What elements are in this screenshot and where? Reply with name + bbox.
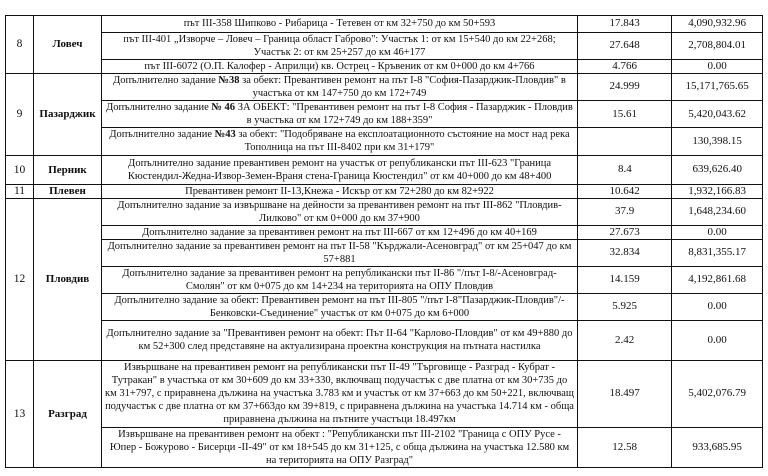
sub-table [102,16,762,73]
sub-row [102,427,762,467]
length-km: 32.834 [578,239,672,266]
amount: 1,648,234.60 [672,199,762,226]
sub-row [102,293,762,320]
amount: 4,090,932.96 [672,16,762,32]
length-km: 8.4 [578,156,672,184]
sub-row [102,266,762,293]
sub-row [102,128,762,155]
table-row [6,184,763,198]
description: път III-358 Шипково - Рибарица - Тетевен от км 32+750 до км 50+593 [102,16,577,32]
amount: 0.00 [672,320,762,360]
row-number: 13 [6,361,34,468]
description: Извършване на превантивен ремонт на обект : "Републикански път III-2102 "Граница с ОПУ Русе - Юпер - Божурово - Бисерци -II-49" от км 18+545 до км 31+125, с обща дължина на участъка 12.580 км на територията на ОПУ Разград" [102,427,578,467]
length-km: 4.766 [577,59,671,73]
description: Допълнително задание за обект: Превантивен ремонт на път III-805 "/път I-8"Пазарджик-Пловдив"/-Бенковски-Съединение" участък от км 0+075 до км 6+000 [102,293,578,320]
description: Извършване на превантивен ремонт на републикански път II-49 "Търговище - Разград - Кубрат - Тутракан" в участъка от км 30+609 до км 33+330, включващ подучастък с две платна от км 30+735 до км 31+797, с приравнена дължина на участъка 3.783 км и участък от км 37+663 до км 50+221, включващ подучастък с две платна от км 37+663до км 39+819, с приравнена дължина на участъка 14.714 км - обща приравнена дължина на пътните участъци 18.497км [102,361,578,427]
length-km: 27.673 [578,225,672,239]
amount: 5,402,076.79 [672,361,762,427]
description: Допълнително задание № 46 ЗА ОБЕКТ: "Превантивен ремонт на път I-8 София - Пазарджик - Пловдив в участъка от км 172+749 до км 188+359" [102,101,578,128]
table-row [6,198,763,361]
amount: 15,171,765.65 [672,74,762,101]
description: Допълнително задание №43 за обект: "Подобряване на експлоатационното състояние на мост над река Тополница на път III-8402 при км 31+179" [102,128,578,155]
region-name: Ловеч [34,16,102,74]
amount: 2,708,804.01 [672,32,762,59]
amount: 130,398.15 [672,128,762,155]
region-name: Разград [34,361,102,468]
sub-table [102,156,762,184]
description: Допълнително задание №38 за обект: Превантивен ремонт на път I-8 "София-Пазарджик-Пловдив" в участъка от км 147+750 до км 172+749 [102,74,578,101]
sub-table [102,74,762,155]
length-km: 37.9 [578,199,672,226]
amount: 5,420,043.62 [672,101,762,128]
description: Допълнително задание превантивен ремонт на участък от републикански път III-623 "Граница Кюстендил-Жедна-Извор-Земен-Враня стена-Граница Кюстендил" от км 40+000 до км 48+400 [102,156,578,184]
length-km: 24.999 [578,74,672,101]
length-km: 18.497 [578,361,672,427]
length-km: 17.843 [577,16,671,32]
length-km: 15.61 [578,101,672,128]
description: Допълнително задание за "Превантивен ремонт на обект: Път II-64 "Карлово-Пловдив" от км 49+880 до км 52+300 след представяне на актуализирана проектна конструкция на пътната настилка [102,320,578,360]
length-km: 5.925 [578,293,672,320]
description: път III-401 „Изворче – Ловеч – Граница област Габрово": Участък 1: от км 15+540 до км 22+268; Участък 2: от км 25+257 до км 46+177 [102,32,577,59]
description: Превантивен ремонт II-13,Кнежа - Искър от км 72+280 до км 82+922 [102,185,578,198]
length-km [578,128,672,155]
row-number: 12 [6,198,34,361]
sub-row [102,74,762,101]
sub-row [102,199,762,226]
description: път III-6072 (О.П. Калофер - Априлци) кв. Острец - Кръвеник от км 0+000 до км 4+766 [102,59,577,73]
amount: 0.00 [672,59,762,73]
sub-row [102,320,762,360]
sub-table [102,199,762,361]
sub-row [102,239,762,266]
region-name: Перник [34,155,102,184]
sub-row [102,59,762,73]
length-km: 10.642 [578,185,672,198]
length-km: 14.159 [578,266,672,293]
description: Допълнително задание за превантивен ремонт на републикански път II-86 "/път I-8/-Асеновград-Смолян" от км 0+075 до км 14+234 на територията на ОПУ Пловдив [102,266,578,293]
table-row [6,16,763,74]
sub-row [102,16,762,32]
description: Допълнително задание за извършване на дейности за превантивен ремонт на път III-862 "Пловдив-Лилково" от км 0+000 до км 37+900 [102,199,578,226]
sub-row [102,185,762,198]
row-number: 10 [6,155,34,184]
length-km: 12.58 [578,427,672,467]
sub-table [102,361,762,467]
amount: 0.00 [672,225,762,239]
row-number: 8 [6,16,34,74]
length-km: 2.42 [578,320,672,360]
description: Допълнително задание за превантивен ремонт на път II-58 "Кърджали-Асеновград" от км 25+047 до км 57+881 [102,239,578,266]
sub-row [102,361,762,427]
region-name: Плевен [34,184,102,198]
amount: 0.00 [672,293,762,320]
sub-row [102,101,762,128]
region-name: Пазарджик [34,73,102,155]
region-name: Пловдив [34,198,102,361]
table-row [6,73,763,155]
table-row [6,155,763,184]
amount: 639,626.40 [672,156,762,184]
amount: 933,685.95 [672,427,762,467]
length-km: 27.648 [577,32,671,59]
row-number: 9 [6,73,34,155]
description: Допълнително задание за превантивен ремонт на път III-667 от км 12+496 до км 40+169 [102,225,578,239]
sub-table [102,185,762,198]
sub-row [102,32,762,59]
table-row [6,361,763,468]
sub-row [102,225,762,239]
road-repair-table [5,15,763,468]
amount: 1,932,166.83 [672,185,762,198]
sub-row [102,156,762,184]
amount: 4,192,861.68 [672,266,762,293]
amount: 8,831,355.17 [672,239,762,266]
row-number: 11 [6,184,34,198]
